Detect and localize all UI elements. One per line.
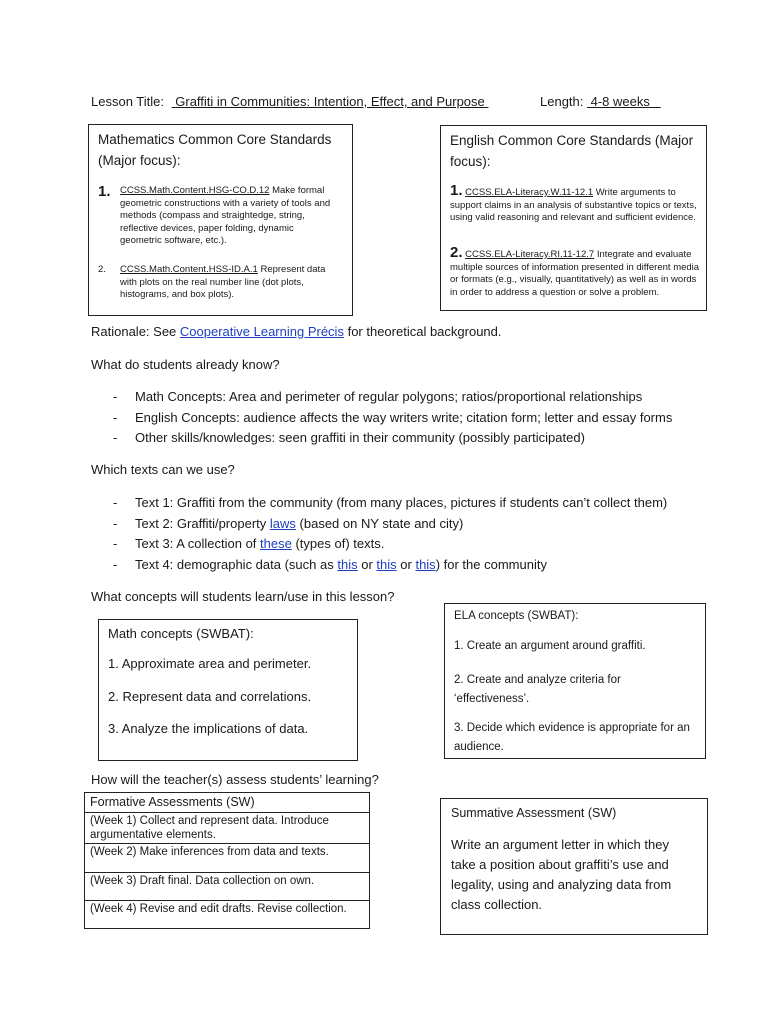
english-standard-code: CCSS.ELA-Literacy.W.11-12.1 [465, 187, 594, 198]
laws-link[interactable]: laws [269, 515, 296, 531]
formative-assessment-table [84, 792, 370, 929]
math-standard-code: CCSS.Math.Content.HSG-CO.D.12 [120, 185, 270, 196]
ela-concepts-title: ELA concepts (SWBAT): [454, 610, 579, 622]
table-row [85, 813, 370, 844]
these-link[interactable]: these [260, 536, 292, 551]
english-standard-text: Integrate and evaluate multiple sources of information presented in different media or formats (e.g., visually, quantitatively) as well as in words in order to address a question or solve a problem. [450, 249, 700, 298]
list-item: - Math Concepts: Area and perimeter of regular polygons; ratios/proportional relationships [111, 387, 711, 408]
concepts-heading: What concepts will students learn/use in this lesson? [91, 589, 395, 604]
list-item: - English Concepts: audience affects the way writers write; citation form; letter and essay forms [111, 408, 711, 429]
demographic-link-2[interactable]: this [376, 556, 397, 572]
math-standard-number: 2. [98, 264, 106, 275]
formative-title: Formative Assessments (SW) [85, 793, 370, 813]
math-standards-box [88, 124, 353, 316]
demographic-link-1[interactable]: this [337, 556, 358, 572]
know-heading: What do students already know? [91, 357, 280, 372]
summative-assessment-box [440, 798, 708, 935]
length-label: Length: [540, 94, 584, 109]
table-row [85, 793, 370, 813]
rationale-prefix: Rationale: See [91, 324, 177, 339]
list-item: - Text 1: Graffiti from the community (from many places, pictures if students can’t collect them) [111, 493, 731, 514]
math-concepts-box [98, 619, 358, 761]
rationale-suffix: for theoretical background. [347, 324, 502, 339]
texts-list [111, 493, 731, 575]
english-standard-item [450, 244, 702, 299]
math-concepts-title: Math concepts (SWBAT): [108, 626, 254, 641]
math-standard-text: Make formal geometric constructions with a variety of tools and methods (compass and straightedge, string, reflective devices, paper folding, dynamic geometric software, etc.). [120, 185, 331, 246]
math-standard-code: CCSS.Math.Content.HSS-ID.A.1 [120, 264, 258, 275]
math-standard-item [98, 185, 338, 248]
math-standards-title: Mathematics Common Core Standards (Major focus): [98, 132, 332, 168]
demographic-link-3[interactable]: this [415, 556, 436, 572]
english-standard-item [450, 182, 702, 225]
english-standard-number: 1. [450, 182, 463, 199]
math-standard-item [98, 264, 338, 302]
ela-concepts-box [444, 603, 706, 759]
list-item: 1. Approximate area and perimeter. [108, 656, 312, 671]
assessment-heading: How will the teacher(s) assess students’ learning? [91, 772, 379, 787]
cooperative-learning-link[interactable]: Cooperative Learning Précis [179, 324, 344, 339]
english-standard-code: CCSS.ELA-Literacy.RI.11-12.7 [465, 249, 595, 260]
lesson-title: Graffiti in Communities: Intention, Effect, and Purpose [175, 94, 485, 109]
english-standards-box [440, 125, 707, 311]
length-value: 4-8 weeks [590, 94, 650, 109]
length-group [540, 94, 661, 109]
summative-title: Summative Assessment (SW) [451, 806, 617, 820]
math-standard-number: 1. [98, 183, 111, 200]
list-item: - Other skills/knowledges: seen graffiti in their community (possibly participated) [111, 428, 711, 449]
table-row [85, 873, 370, 901]
list-item: 2. Create and analyze criteria for ‘effectiveness’. [454, 674, 621, 705]
lesson-title-label: Lesson Title: [91, 94, 164, 109]
list-item: 3. Analyze the implications of data. [108, 721, 309, 736]
list-item: 1. Create an argument around graffiti. [454, 640, 646, 652]
formative-row: (Week 3) Draft final. Data collection on own. [85, 873, 370, 901]
list-item: - Text 3: A collection of these (types of) texts. [111, 534, 731, 555]
list-item: 2. Represent data and correlations. [108, 689, 312, 704]
formative-row: (Week 4) Revise and edit drafts. Revise collection. [85, 901, 370, 929]
lesson-header [91, 94, 711, 112]
texts-heading: Which texts can we use? [91, 462, 235, 477]
table-row [85, 901, 370, 929]
math-standard-text: Represent data with plots on the real number line (dot plots, histograms, and box plots). [120, 264, 326, 300]
english-standard-text: Write arguments to support claims in an analysis of substantive topics or texts, using valid reasoning and relevant and sufficient evidence. [450, 187, 697, 223]
rationale [91, 324, 502, 342]
know-list [111, 387, 711, 449]
summative-text: Write an argument letter in which they take a position about graffiti’s use and legality, using and analyzing data from class collection. [451, 837, 672, 912]
english-standards-title: English Common Core Standards (Major focus): [450, 133, 694, 169]
list-item: - Text 4: demographic data (such as this or this or this) for the community [111, 555, 731, 576]
table-row [85, 844, 370, 873]
list-item: - Text 2: Graffiti/property laws (based on NY state and city) [111, 514, 731, 535]
list-item: 3. Decide which evidence is appropriate for an audience. [454, 722, 690, 753]
formative-row: (Week 1) Collect and represent data. Introduce argumentative elements. [85, 813, 370, 844]
english-standard-number: 2. [450, 244, 463, 261]
formative-row: (Week 2) Make inferences from data and texts. [85, 844, 370, 873]
